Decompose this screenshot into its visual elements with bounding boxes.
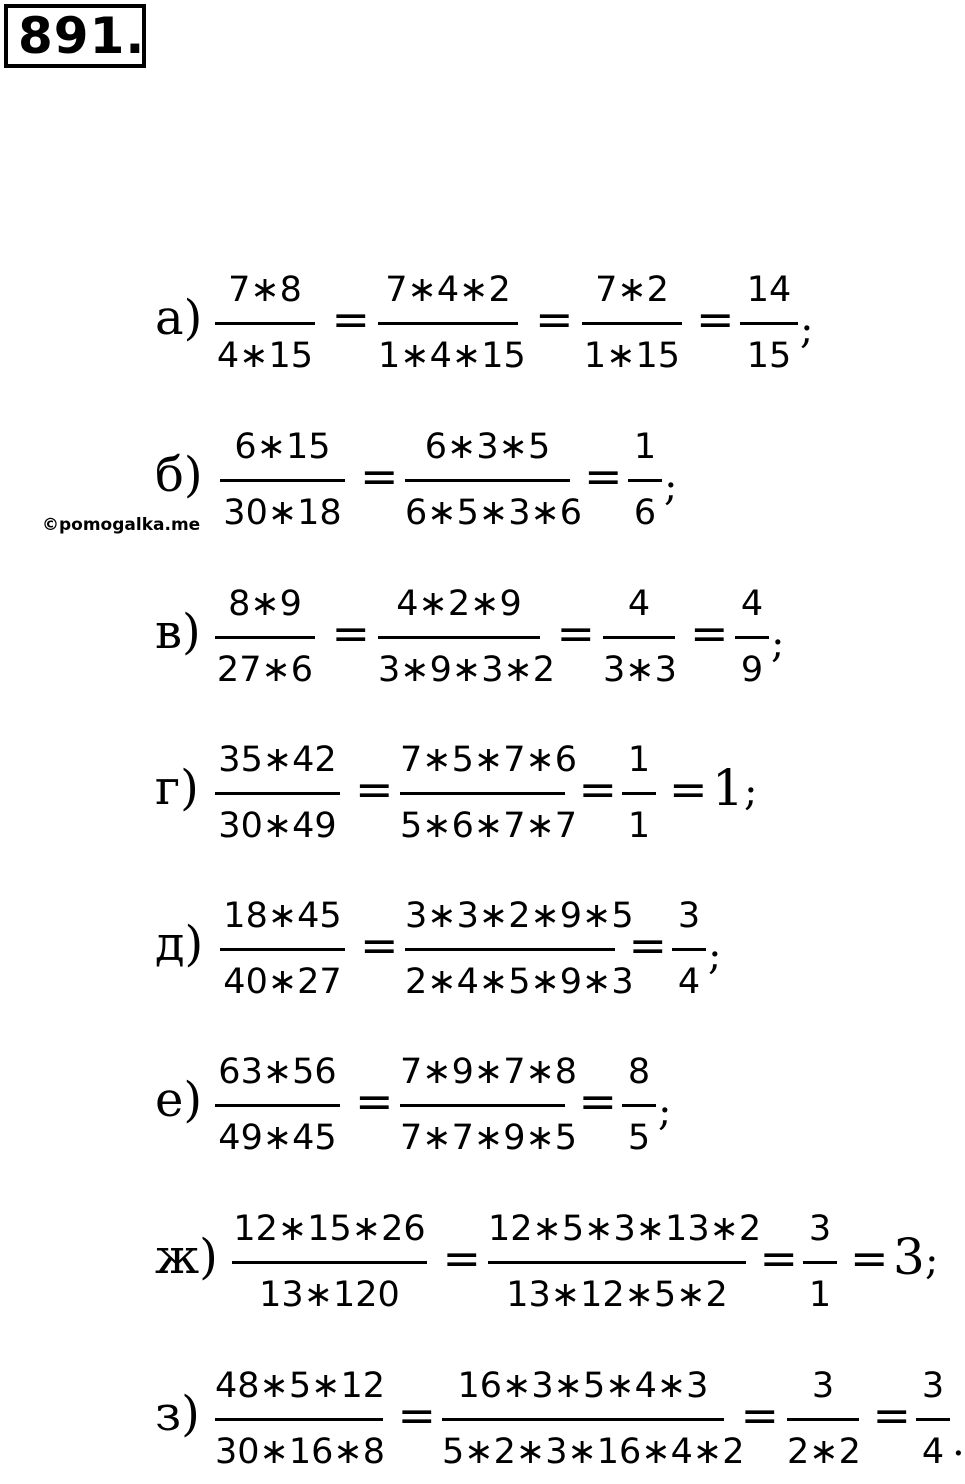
fraction-denominator: 1∗4∗15 (378, 336, 526, 376)
fraction (215, 258, 315, 388)
row-end-punctuation: ; (658, 1089, 672, 1135)
fraction (220, 884, 345, 1014)
equals-sign: = (397, 1388, 437, 1442)
fraction-bar (378, 322, 518, 325)
fraction-numerator: 3 (811, 1366, 835, 1406)
fraction-numerator: 7∗2 (595, 270, 669, 310)
fraction-denominator: 2∗4∗5∗9∗3 (405, 962, 634, 1002)
equals-sign: = (578, 1074, 618, 1128)
fraction-denominator: 4∗15 (216, 336, 314, 376)
fraction (232, 1197, 427, 1327)
fraction (916, 1354, 950, 1484)
fraction-denominator: 15 (746, 336, 792, 376)
fraction (400, 1040, 578, 1170)
fraction-denominator: 4 (677, 962, 701, 1002)
fraction (220, 415, 345, 545)
row-label: б) (155, 447, 203, 503)
fraction (215, 1354, 383, 1484)
fraction (803, 1197, 837, 1327)
fraction-denominator: 30∗16∗8 (215, 1432, 385, 1472)
fraction-denominator: 3∗9∗3∗2 (378, 650, 556, 690)
result-value: 1 (712, 759, 744, 817)
equals-sign: = (740, 1388, 780, 1442)
fraction-numerator: 12∗5∗3∗13∗2 (488, 1209, 762, 1249)
fraction-denominator: 1 (627, 806, 651, 846)
equals-sign: = (584, 449, 623, 503)
row-end-punctuation: ; (800, 307, 814, 353)
row-label: е) (155, 1072, 203, 1128)
fraction-bar (405, 479, 570, 482)
fraction-bar (215, 322, 315, 325)
fraction (405, 415, 583, 545)
equals-sign: = (355, 762, 394, 816)
fraction-bar (215, 1104, 340, 1107)
fraction (735, 572, 769, 702)
equals-sign: = (759, 1231, 799, 1285)
fraction-bar (672, 948, 706, 951)
equals-sign: = (360, 449, 399, 503)
row-label: а) (155, 290, 203, 346)
fraction-bar (582, 322, 682, 325)
fraction (603, 572, 675, 702)
equals-sign: = (578, 762, 618, 816)
fraction-numerator: 7∗9∗7∗8 (400, 1052, 578, 1092)
fraction-numerator: 1 (627, 740, 651, 780)
fraction-bar (628, 479, 662, 482)
equals-sign: = (850, 1231, 889, 1285)
row-label: д) (155, 916, 204, 972)
row-end-punctuation: ; (771, 621, 785, 667)
fraction (378, 258, 526, 388)
solution-row (0, 728, 960, 858)
fraction-numerator: 1 (633, 427, 657, 467)
equals-sign: = (556, 606, 596, 660)
fraction-denominator: 40∗27 (223, 962, 342, 1002)
fraction (787, 1354, 859, 1484)
fraction-denominator: 7∗7∗9∗5 (400, 1118, 578, 1158)
fraction-denominator: 1 (808, 1275, 832, 1315)
solution-row (0, 415, 960, 545)
row-label: з) (155, 1386, 200, 1442)
row-label: ж) (155, 1229, 218, 1285)
fraction-bar (803, 1261, 837, 1264)
fraction-denominator: 9 (740, 650, 764, 690)
row-end-punctuation: ; (925, 1238, 939, 1284)
fraction-denominator: 6∗5∗3∗6 (405, 493, 583, 533)
fraction-numerator: 3 (921, 1366, 945, 1406)
fraction-numerator: 4∗2∗9 (396, 584, 522, 624)
fraction-numerator: 35∗42 (218, 740, 337, 780)
fraction (622, 1040, 656, 1170)
fraction (628, 415, 662, 545)
fraction-numerator: 63∗56 (218, 1052, 337, 1092)
fraction-numerator: 6∗3∗5 (424, 427, 551, 467)
fraction-bar (400, 1104, 565, 1107)
fraction (378, 572, 556, 702)
solution-row (0, 1354, 965, 1484)
fraction-bar (740, 322, 798, 325)
solution-row (0, 258, 960, 388)
fraction-numerator: 48∗5∗12 (215, 1366, 385, 1406)
fraction-bar (220, 479, 345, 482)
fraction-numerator: 4 (740, 584, 764, 624)
fraction (740, 258, 798, 388)
fraction-bar (220, 948, 345, 951)
fraction-bar (488, 1261, 746, 1264)
fraction-denominator: 2∗2 (787, 1432, 861, 1472)
fraction-numerator: 18∗45 (223, 896, 342, 936)
fraction (215, 1040, 340, 1170)
equals-sign: = (690, 606, 729, 660)
fraction-denominator: 1∗15 (583, 336, 681, 376)
fraction-numerator: 8 (627, 1052, 651, 1092)
solution-row (0, 1197, 960, 1327)
fraction-denominator: 5∗2∗3∗16∗4∗2 (442, 1432, 745, 1472)
fraction-numerator: 3 (808, 1209, 832, 1249)
fraction-bar (622, 1104, 656, 1107)
fraction-numerator: 12∗15∗26 (233, 1209, 426, 1249)
fraction-bar (442, 1418, 724, 1421)
fraction-numerator: 16∗3∗5∗4∗3 (457, 1366, 709, 1406)
fraction-denominator: 6 (633, 493, 657, 533)
fraction-bar (378, 636, 540, 639)
equals-sign: = (669, 762, 708, 816)
problem-number: 891. (4, 4, 146, 68)
fraction-denominator: 3∗3 (603, 650, 677, 690)
row-end-punctuation: ; (664, 464, 678, 510)
result-value: 3 (893, 1228, 925, 1286)
fraction-bar (215, 1418, 383, 1421)
fraction-denominator: 5∗6∗7∗7 (400, 806, 578, 846)
fraction-denominator: 13∗12∗5∗2 (506, 1275, 728, 1315)
fraction-denominator: 30∗18 (223, 493, 342, 533)
equals-sign: = (535, 292, 574, 346)
fraction-bar (215, 792, 340, 795)
fraction (622, 728, 656, 858)
fraction (215, 728, 340, 858)
fraction-numerator: 7∗4∗2 (385, 270, 511, 310)
fraction-denominator: 5 (627, 1118, 651, 1158)
fraction (488, 1197, 762, 1327)
row-label: г) (155, 760, 199, 816)
fraction-bar (400, 792, 565, 795)
row-end-punctuation: ; (744, 769, 758, 815)
fraction-bar (916, 1418, 950, 1421)
row-label: в) (155, 604, 201, 660)
solution-row (0, 1040, 960, 1170)
fraction-numerator: 6∗15 (234, 427, 331, 467)
fraction (672, 884, 706, 1014)
fraction-numerator: 14 (746, 270, 792, 310)
fraction-bar (405, 948, 615, 951)
fraction-denominator: 4 (921, 1432, 945, 1472)
fraction-numerator: 4 (627, 584, 651, 624)
fraction (400, 728, 578, 858)
fraction-numerator: 3 (677, 896, 701, 936)
watermark: ©pomogalka.me (42, 515, 201, 535)
equals-sign: = (872, 1388, 912, 1442)
fraction-denominator: 30∗49 (218, 806, 337, 846)
fraction-bar (622, 792, 656, 795)
row-end-punctuation: . (952, 1419, 965, 1465)
equals-sign: = (628, 918, 668, 972)
fraction-bar (603, 636, 675, 639)
equals-sign: = (360, 918, 399, 972)
fraction-denominator: 49∗45 (218, 1118, 337, 1158)
fraction (582, 258, 682, 388)
fraction-numerator: 7∗5∗7∗6 (400, 740, 578, 780)
fraction-bar (215, 636, 315, 639)
equals-sign: = (696, 292, 735, 346)
equals-sign: = (355, 1074, 394, 1128)
equals-sign: = (331, 606, 371, 660)
fraction (215, 572, 315, 702)
fraction (442, 1354, 745, 1484)
fraction-numerator: 8∗9 (228, 584, 302, 624)
solution-row (0, 884, 960, 1014)
fraction-denominator: 27∗6 (216, 650, 314, 690)
fraction-bar (787, 1418, 859, 1421)
solution-row (0, 572, 960, 702)
fraction-bar (232, 1261, 427, 1264)
fraction (405, 884, 634, 1014)
fraction-denominator: 13∗120 (259, 1275, 400, 1315)
fraction-numerator: 7∗8 (228, 270, 302, 310)
fraction-numerator: 3∗3∗2∗9∗5 (405, 896, 634, 936)
equals-sign: = (442, 1231, 482, 1285)
fraction-bar (735, 636, 769, 639)
row-end-punctuation: ; (708, 933, 722, 979)
equals-sign: = (331, 292, 371, 346)
